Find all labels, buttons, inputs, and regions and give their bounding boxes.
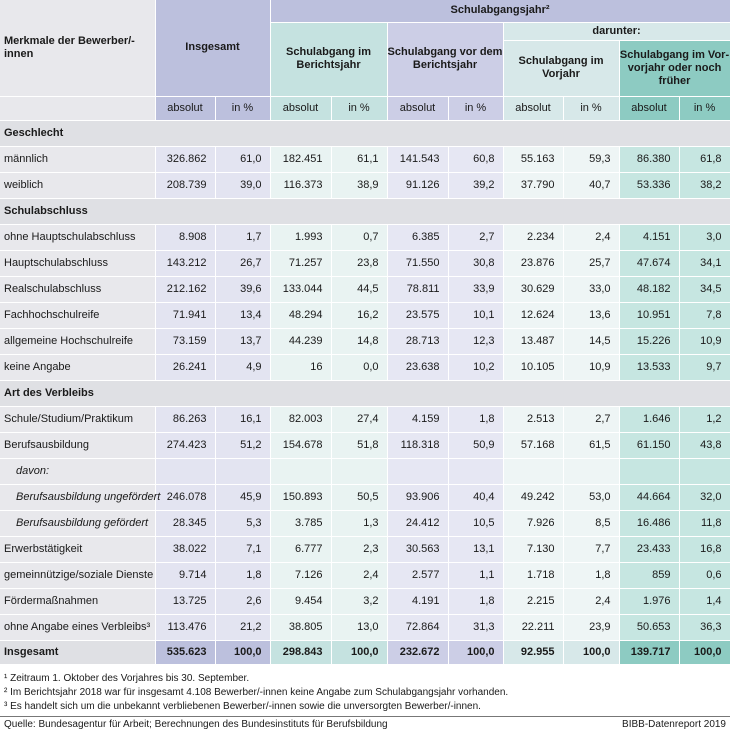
cell-vorjahr-absolut: 55.163 — [503, 146, 563, 172]
table-row — [0, 172, 730, 198]
subheader-vor-berichtsjahr-absolut: absolut — [387, 96, 448, 120]
cell-vorjahr-absolut — [503, 458, 563, 484]
cell-berichtsjahr-absolut: 82.003 — [270, 406, 331, 432]
cell-vor-berichtsjahr-prozent: 33,9 — [448, 276, 503, 302]
cell-berichtsjahr-prozent: 13,0 — [331, 614, 387, 640]
cell-vorvorjahr-prozent: 34,5 — [679, 276, 730, 302]
cell-berichtsjahr-prozent: 2,4 — [331, 562, 387, 588]
cell-vorjahr-absolut: 12.624 — [503, 302, 563, 328]
row-label: weiblich — [0, 172, 155, 198]
cell-vorjahr-prozent: 13,6 — [563, 302, 619, 328]
row-label: Realschulabschluss — [0, 276, 155, 302]
row-label: Berufsausbildung ungefördert — [0, 484, 155, 510]
cell-insgesamt-prozent: 16,1 — [215, 406, 270, 432]
cell-vorvorjahr-absolut — [619, 458, 679, 484]
cell-berichtsjahr-absolut: 182.451 — [270, 146, 331, 172]
cell-vorjahr-absolut: 2.234 — [503, 224, 563, 250]
table-row — [0, 328, 730, 354]
cell-vorvorjahr-absolut: 859 — [619, 562, 679, 588]
cell-insgesamt-absolut: 535.623 — [155, 640, 215, 664]
cell-vorvorjahr-prozent: 9,7 — [679, 354, 730, 380]
cell-vor-berichtsjahr-prozent: 1,1 — [448, 562, 503, 588]
cell-vor-berichtsjahr-prozent: 40,4 — [448, 484, 503, 510]
report-credit: BIBB-Datenreport 2019 — [622, 718, 726, 730]
cell-vorjahr-prozent — [563, 458, 619, 484]
total-column-header: Insgesamt — [155, 0, 270, 96]
cell-insgesamt-absolut: 73.159 — [155, 328, 215, 354]
cell-vorvorjahr-absolut: 50.653 — [619, 614, 679, 640]
cell-vorjahr-prozent: 40,7 — [563, 172, 619, 198]
table-row — [0, 406, 730, 432]
cell-vorjahr-absolut: 10.105 — [503, 354, 563, 380]
cell-berichtsjahr-absolut: 44.239 — [270, 328, 331, 354]
cell-vorvorjahr-absolut: 47.674 — [619, 250, 679, 276]
cell-insgesamt-absolut: 71.941 — [155, 302, 215, 328]
cell-vorjahr-prozent: 33,0 — [563, 276, 619, 302]
footnote-2: ² Im Berichtsjahr 2018 war für insgesamt 4.108 Bewerber/-innen keine Angabe zum Schulabgangsjahr vorhanden. — [4, 686, 509, 698]
cell-berichtsjahr-prozent: 27,4 — [331, 406, 387, 432]
cell-insgesamt-prozent: 61,0 — [215, 146, 270, 172]
cell-insgesamt-prozent: 39,6 — [215, 276, 270, 302]
table-row — [0, 302, 730, 328]
cell-vor-berichtsjahr-prozent: 1,8 — [448, 406, 503, 432]
table-body — [0, 120, 730, 664]
subheader-insgesamt-absolut: absolut — [155, 96, 215, 120]
cell-vorjahr-absolut: 92.955 — [503, 640, 563, 664]
cell-berichtsjahr-prozent: 100,0 — [331, 640, 387, 664]
cell-berichtsjahr-prozent: 23,8 — [331, 250, 387, 276]
table-row — [0, 276, 730, 302]
cell-insgesamt-absolut: 28.345 — [155, 510, 215, 536]
cell-vorvorjahr-prozent: 100,0 — [679, 640, 730, 664]
cell-berichtsjahr-absolut — [270, 458, 331, 484]
cell-berichtsjahr-absolut: 9.454 — [270, 588, 331, 614]
cell-berichtsjahr-prozent: 50,5 — [331, 484, 387, 510]
cell-berichtsjahr-prozent: 0,0 — [331, 354, 387, 380]
cell-vorvorjahr-absolut: 139.717 — [619, 640, 679, 664]
cell-vor-berichtsjahr-absolut: 78.811 — [387, 276, 448, 302]
cell-vor-berichtsjahr-prozent: 10,5 — [448, 510, 503, 536]
cell-insgesamt-absolut: 13.725 — [155, 588, 215, 614]
cell-vorvorjahr-prozent: 16,8 — [679, 536, 730, 562]
table-row — [0, 458, 730, 484]
row-label: Berufsausbildung — [0, 432, 155, 458]
cell-berichtsjahr-prozent: 14,8 — [331, 328, 387, 354]
cell-vorjahr-prozent: 59,3 — [563, 146, 619, 172]
cell-vorvorjahr-prozent: 1,4 — [679, 588, 730, 614]
source-line — [0, 716, 730, 730]
cell-vor-berichtsjahr-absolut: 72.864 — [387, 614, 448, 640]
cell-vorvorjahr-prozent: 38,2 — [679, 172, 730, 198]
cell-vor-berichtsjahr-prozent: 60,8 — [448, 146, 503, 172]
cell-vorjahr-prozent: 2,4 — [563, 588, 619, 614]
cell-insgesamt-absolut: 326.862 — [155, 146, 215, 172]
cell-berichtsjahr-absolut: 48.294 — [270, 302, 331, 328]
cell-insgesamt-absolut: 212.162 — [155, 276, 215, 302]
cell-vor-berichtsjahr-prozent: 2,7 — [448, 224, 503, 250]
cell-vor-berichtsjahr-prozent — [448, 458, 503, 484]
cell-vorjahr-absolut: 7.926 — [503, 510, 563, 536]
cell-vorjahr-absolut: 57.168 — [503, 432, 563, 458]
section-row — [0, 198, 730, 224]
row-label: Berufsausbildung gefördert — [0, 510, 155, 536]
row-label: Fachhochschulreife — [0, 302, 155, 328]
table-row — [0, 536, 730, 562]
cell-vor-berichtsjahr-prozent: 13,1 — [448, 536, 503, 562]
cell-insgesamt-prozent — [215, 458, 270, 484]
group-header-vorjahr: Schulabgang im Vorjahr — [503, 40, 619, 96]
cell-insgesamt-prozent: 7,1 — [215, 536, 270, 562]
table-row — [0, 250, 730, 276]
cell-insgesamt-prozent: 13,4 — [215, 302, 270, 328]
cell-vor-berichtsjahr-prozent: 12,3 — [448, 328, 503, 354]
cell-vorvorjahr-prozent: 0,6 — [679, 562, 730, 588]
subheader-vorjahr-absolut: absolut — [503, 96, 563, 120]
row-label: gemeinnützige/soziale Dienste — [0, 562, 155, 588]
group-header-berichtsjahr: Schulabgang im Berichtsjahr — [270, 22, 387, 96]
cell-insgesamt-absolut: 8.908 — [155, 224, 215, 250]
section-title: Schulabschluss — [0, 198, 730, 224]
cell-vor-berichtsjahr-prozent: 10,1 — [448, 302, 503, 328]
cell-insgesamt-absolut: 143.212 — [155, 250, 215, 276]
row-label: Schule/Studium/Praktikum — [0, 406, 155, 432]
cell-insgesamt-prozent: 5,3 — [215, 510, 270, 536]
cell-insgesamt-prozent: 21,2 — [215, 614, 270, 640]
cell-berichtsjahr-prozent: 1,3 — [331, 510, 387, 536]
cell-berichtsjahr-absolut: 38.805 — [270, 614, 331, 640]
cell-insgesamt-prozent: 2,6 — [215, 588, 270, 614]
cell-berichtsjahr-absolut: 16 — [270, 354, 331, 380]
cell-vorjahr-prozent: 25,7 — [563, 250, 619, 276]
cell-vorvorjahr-prozent: 43,8 — [679, 432, 730, 458]
cell-berichtsjahr-absolut: 116.373 — [270, 172, 331, 198]
row-label: ohne Angabe eines Verbleibs³ — [0, 614, 155, 640]
subheader-berichtsjahr-absolut: absolut — [270, 96, 331, 120]
cell-insgesamt-absolut: 26.241 — [155, 354, 215, 380]
cell-vorjahr-prozent: 14,5 — [563, 328, 619, 354]
cell-berichtsjahr-prozent: 2,3 — [331, 536, 387, 562]
section-row — [0, 380, 730, 406]
cell-vor-berichtsjahr-absolut: 23.575 — [387, 302, 448, 328]
cell-insgesamt-prozent: 51,2 — [215, 432, 270, 458]
cell-vorvorjahr-absolut: 61.150 — [619, 432, 679, 458]
total-row — [0, 640, 730, 664]
cell-insgesamt-prozent: 100,0 — [215, 640, 270, 664]
table-row — [0, 510, 730, 536]
cell-berichtsjahr-absolut: 3.785 — [270, 510, 331, 536]
cell-vorvorjahr-prozent: 7,8 — [679, 302, 730, 328]
cell-vorvorjahr-absolut: 44.664 — [619, 484, 679, 510]
cell-vorjahr-prozent: 1,8 — [563, 562, 619, 588]
cell-vor-berichtsjahr-absolut: 23.638 — [387, 354, 448, 380]
cell-berichtsjahr-absolut: 150.893 — [270, 484, 331, 510]
cell-vorjahr-prozent: 23,9 — [563, 614, 619, 640]
cell-insgesamt-absolut: 274.423 — [155, 432, 215, 458]
cell-berichtsjahr-absolut: 133.044 — [270, 276, 331, 302]
cell-berichtsjahr-prozent: 38,9 — [331, 172, 387, 198]
cell-vorjahr-prozent: 10,9 — [563, 354, 619, 380]
cell-vorjahr-prozent: 53,0 — [563, 484, 619, 510]
row-label: allgemeine Hochschulreife — [0, 328, 155, 354]
cell-vorvorjahr-prozent: 3,0 — [679, 224, 730, 250]
cell-vorvorjahr-absolut: 10.951 — [619, 302, 679, 328]
cell-vorjahr-prozent: 2,7 — [563, 406, 619, 432]
cell-vor-berichtsjahr-absolut — [387, 458, 448, 484]
cell-vorvorjahr-absolut: 23.433 — [619, 536, 679, 562]
cell-insgesamt-prozent: 39,0 — [215, 172, 270, 198]
cell-berichtsjahr-prozent: 44,5 — [331, 276, 387, 302]
cell-insgesamt-absolut: 38.022 — [155, 536, 215, 562]
subheader-insgesamt-prozent: in % — [215, 96, 270, 120]
cell-vor-berichtsjahr-absolut: 93.906 — [387, 484, 448, 510]
cell-vorjahr-prozent: 7,7 — [563, 536, 619, 562]
cell-vor-berichtsjahr-prozent: 100,0 — [448, 640, 503, 664]
subheader-berichtsjahr-prozent: in % — [331, 96, 387, 120]
section-title: Geschlecht — [0, 120, 730, 146]
cell-insgesamt-prozent: 26,7 — [215, 250, 270, 276]
darunter-header: darunter: — [503, 22, 730, 40]
group-header-vorvorjahr: Schulabgang im Vor- vorjahr oder noch früher — [619, 40, 730, 96]
cell-vorvorjahr-absolut: 4.151 — [619, 224, 679, 250]
cell-vorjahr-absolut: 1.718 — [503, 562, 563, 588]
source-text: Quelle: Bundesagentur für Arbeit; Berechnungen des Bundesinstituts für Berufsbildung — [4, 718, 388, 730]
row-label: Insgesamt — [0, 640, 155, 664]
cell-vorvorjahr-prozent: 32,0 — [679, 484, 730, 510]
cell-vorvorjahr-prozent: 36,3 — [679, 614, 730, 640]
cell-vorvorjahr-prozent: 61,8 — [679, 146, 730, 172]
row-label: männlich — [0, 146, 155, 172]
cell-vor-berichtsjahr-absolut: 71.550 — [387, 250, 448, 276]
cell-insgesamt-prozent: 45,9 — [215, 484, 270, 510]
subheader-vorjahr-prozent: in % — [563, 96, 619, 120]
cell-vor-berichtsjahr-absolut: 2.577 — [387, 562, 448, 588]
group-header-vor-berichtsjahr: Schulabgang vor dem Berichtsjahr — [387, 22, 503, 96]
cell-vorjahr-prozent: 8,5 — [563, 510, 619, 536]
row-label: Fördermaßnahmen — [0, 588, 155, 614]
cell-vor-berichtsjahr-prozent: 39,2 — [448, 172, 503, 198]
cell-berichtsjahr-absolut: 298.843 — [270, 640, 331, 664]
feature-column-header: Merkmale der Bewerber/-innen — [0, 0, 155, 96]
cell-vorjahr-prozent: 61,5 — [563, 432, 619, 458]
cell-vor-berichtsjahr-absolut: 118.318 — [387, 432, 448, 458]
section-row — [0, 120, 730, 146]
row-label: Erwerbstätigkeit — [0, 536, 155, 562]
cell-vorvorjahr-absolut: 15.226 — [619, 328, 679, 354]
cell-vorvorjahr-absolut: 86.380 — [619, 146, 679, 172]
cell-berichtsjahr-prozent: 51,8 — [331, 432, 387, 458]
cell-vor-berichtsjahr-absolut: 91.126 — [387, 172, 448, 198]
cell-vorjahr-absolut: 13.487 — [503, 328, 563, 354]
subheader-vorvorjahr-absolut: absolut — [619, 96, 679, 120]
cell-berichtsjahr-absolut: 71.257 — [270, 250, 331, 276]
cell-vorvorjahr-prozent: 1,2 — [679, 406, 730, 432]
cell-vorjahr-absolut: 7.130 — [503, 536, 563, 562]
cell-vorjahr-absolut: 37.790 — [503, 172, 563, 198]
cell-vor-berichtsjahr-absolut: 4.191 — [387, 588, 448, 614]
cell-vorjahr-absolut: 22.211 — [503, 614, 563, 640]
cell-vorvorjahr-prozent: 34,1 — [679, 250, 730, 276]
cell-vorjahr-absolut: 2.513 — [503, 406, 563, 432]
cell-insgesamt-absolut: 86.263 — [155, 406, 215, 432]
table-row — [0, 588, 730, 614]
cell-insgesamt-absolut: 9.714 — [155, 562, 215, 588]
table-row — [0, 354, 730, 380]
cell-vorjahr-absolut: 23.876 — [503, 250, 563, 276]
cell-vorvorjahr-absolut: 1.976 — [619, 588, 679, 614]
table-row — [0, 562, 730, 588]
table-row — [0, 484, 730, 510]
row-label: davon: — [0, 458, 155, 484]
cell-berichtsjahr-absolut: 6.777 — [270, 536, 331, 562]
subheader-blank — [0, 96, 155, 120]
footnote-3: ³ Es handelt sich um die unbekannt verbliebenen Bewerber/-innen sowie die unversorgten Bewerber/-innen. — [4, 700, 481, 712]
subheader-row — [0, 96, 730, 120]
cell-vor-berichtsjahr-absolut: 232.672 — [387, 640, 448, 664]
cell-insgesamt-prozent: 1,7 — [215, 224, 270, 250]
cell-vorjahr-absolut: 49.242 — [503, 484, 563, 510]
table-row — [0, 224, 730, 250]
cell-vorjahr-absolut: 2.215 — [503, 588, 563, 614]
cell-insgesamt-prozent: 1,8 — [215, 562, 270, 588]
cell-insgesamt-absolut — [155, 458, 215, 484]
cell-vorjahr-absolut: 30.629 — [503, 276, 563, 302]
cell-vorvorjahr-prozent: 10,9 — [679, 328, 730, 354]
row-label: ohne Hauptschulabschluss — [0, 224, 155, 250]
cell-insgesamt-prozent: 4,9 — [215, 354, 270, 380]
cell-vorvorjahr-prozent: 11,8 — [679, 510, 730, 536]
cell-vor-berichtsjahr-prozent: 10,2 — [448, 354, 503, 380]
cell-berichtsjahr-prozent: 3,2 — [331, 588, 387, 614]
cell-vor-berichtsjahr-prozent: 30,8 — [448, 250, 503, 276]
cell-berichtsjahr-prozent: 16,2 — [331, 302, 387, 328]
cell-vor-berichtsjahr-absolut: 24.412 — [387, 510, 448, 536]
cell-vorvorjahr-absolut: 1.646 — [619, 406, 679, 432]
subheader-vor-berichtsjahr-prozent: in % — [448, 96, 503, 120]
cell-vor-berichtsjahr-absolut: 6.385 — [387, 224, 448, 250]
cell-vor-berichtsjahr-absolut: 28.713 — [387, 328, 448, 354]
cell-insgesamt-prozent: 13,7 — [215, 328, 270, 354]
footnote-1: ¹ Zeitraum 1. Oktober des Vorjahres bis 30. September. — [4, 672, 250, 684]
cell-vor-berichtsjahr-absolut: 30.563 — [387, 536, 448, 562]
cell-vor-berichtsjahr-absolut: 4.159 — [387, 406, 448, 432]
row-label: keine Angabe — [0, 354, 155, 380]
cell-insgesamt-absolut: 113.476 — [155, 614, 215, 640]
cell-vorjahr-prozent: 2,4 — [563, 224, 619, 250]
cell-vorvorjahr-absolut: 48.182 — [619, 276, 679, 302]
section-title: Art des Verbleibs — [0, 380, 730, 406]
table-row — [0, 614, 730, 640]
cell-vor-berichtsjahr-prozent: 50,9 — [448, 432, 503, 458]
subheader-vorvorjahr-prozent: in % — [679, 96, 730, 120]
cell-insgesamt-absolut: 246.078 — [155, 484, 215, 510]
cell-berichtsjahr-prozent: 61,1 — [331, 146, 387, 172]
cell-berichtsjahr-prozent: 0,7 — [331, 224, 387, 250]
cell-vor-berichtsjahr-prozent: 1,8 — [448, 588, 503, 614]
table-row — [0, 146, 730, 172]
table-row — [0, 432, 730, 458]
cell-berichtsjahr-absolut: 154.678 — [270, 432, 331, 458]
cell-vor-berichtsjahr-absolut: 141.543 — [387, 146, 448, 172]
cell-vorvorjahr-absolut: 16.486 — [619, 510, 679, 536]
cell-vorvorjahr-absolut: 53.336 — [619, 172, 679, 198]
cell-vorjahr-prozent: 100,0 — [563, 640, 619, 664]
cell-berichtsjahr-absolut: 7.126 — [270, 562, 331, 588]
cell-berichtsjahr-prozent — [331, 458, 387, 484]
cell-vorvorjahr-absolut: 13.533 — [619, 354, 679, 380]
school-leaving-year-header: Schulabgangsjahr² — [270, 0, 730, 22]
row-label: Hauptschulabschluss — [0, 250, 155, 276]
cell-berichtsjahr-absolut: 1.993 — [270, 224, 331, 250]
cell-insgesamt-absolut: 208.739 — [155, 172, 215, 198]
footnotes — [0, 672, 730, 714]
cell-vor-berichtsjahr-prozent: 31,3 — [448, 614, 503, 640]
cell-vorvorjahr-prozent — [679, 458, 730, 484]
